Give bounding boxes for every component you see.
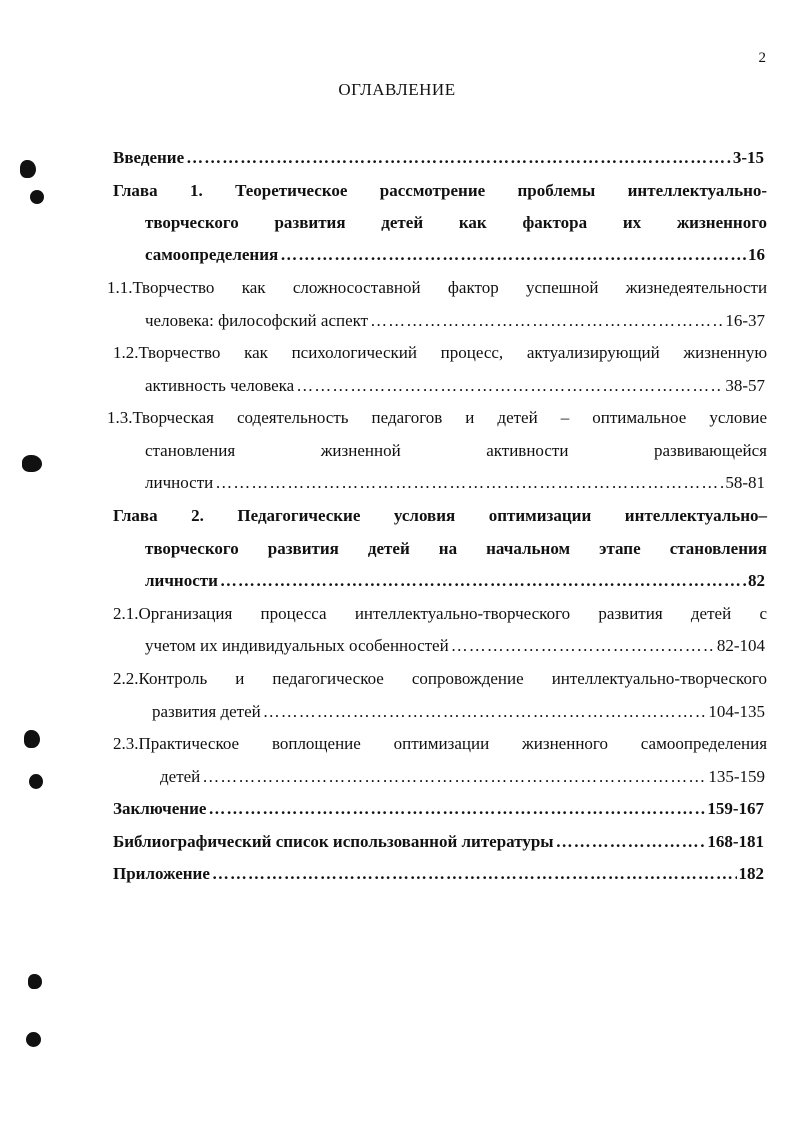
- toc-appendix-pages: 182: [738, 864, 764, 883]
- toc-intro: [113, 148, 764, 168]
- toc-chapter1-line1: Глава 1. Теоретическое рассмотрение проблемы интеллектуально-: [113, 181, 768, 200]
- toc-bibliography: Библиографический список использованной литературы …………………………………………………………………………………………………………………………………………………………………………………………………… 168-181: [113, 832, 764, 852]
- toc-section-1-3-line1: 1.3.Творческая содеятельность педагогов и детей – оптимальное условие: [107, 408, 768, 427]
- dot-leader: [263, 702, 707, 722]
- toc-section-1-3-line3: личности …………………………………………………………………………………………………………………………………………………………………………………………………… 58-81: [145, 473, 765, 493]
- toc-section-2-1-pages: 82-104: [716, 636, 765, 655]
- dot-leader: [370, 311, 723, 331]
- toc-chapter1-line3: самоопределения …………………………………………………………………………………………………………………………………………………………………………………………………… 16: [145, 245, 765, 265]
- toc-chapter2-line1: Глава 2. Педагогические условия оптимизации интеллектуально–: [113, 506, 768, 525]
- toc-section-2-2-line2: развития детей …………………………………………………………………………………………………………………………………………………………………………………………………… 104-135: [152, 702, 765, 722]
- toc-section-2-3-line1: 2.3.Практическое воплощение оптимизации жизненного самоопределения: [113, 734, 768, 753]
- page-number: 2: [758, 50, 766, 66]
- toc-section-1-1-line2: человека: философский аспект …………………………………………………………………………………………………………………………………………………………………………………………………… 16-37: [145, 311, 765, 331]
- toc-section-2-3-line2: детей …………………………………………………………………………………………………………………………………………………………………………………………………… 135-159: [160, 767, 765, 787]
- toc-chapter2-line2: творческого развития детей на начальном этапе становления: [145, 539, 768, 558]
- page-title: ОГЛАВЛЕНИЕ: [338, 80, 456, 99]
- toc-intro-label: Введение: [113, 148, 185, 167]
- dot-leader: [451, 636, 715, 656]
- toc-chapter2-line3: личности …………………………………………………………………………………………………………………………………………………………………………………………………… 82: [145, 571, 765, 591]
- dot-leader: [215, 473, 723, 493]
- ink-blot: [24, 730, 40, 748]
- dot-leader: [212, 864, 737, 884]
- dot-leader: [220, 571, 746, 591]
- dot-leader: [556, 832, 706, 852]
- toc-chapter2-pages: 82: [748, 571, 765, 590]
- punch-hole: [26, 1032, 41, 1047]
- toc-section-2-2-pages: 104-135: [708, 702, 765, 721]
- toc-section-1-1-line1: 1.1.Творчество как сложносоставной фактор успешной жизнедеятельности: [107, 278, 768, 297]
- ink-blot: [28, 974, 42, 989]
- toc-conclusion-pages: 159-167: [707, 799, 764, 818]
- toc-chapter1-pages: 16: [748, 245, 765, 264]
- ink-blot: [20, 160, 36, 178]
- dot-leader: [202, 767, 706, 787]
- punch-hole: [29, 774, 43, 789]
- toc-section-2-1-line2: учетом их индивидуальных особенностей …………………………………………………………………………………………………………………………………………………………………………………………………… 82-104: [145, 636, 765, 656]
- toc-section-1-2-line1: 1.2.Творчество как психологический процесс, актуализирующий жизненную: [113, 343, 768, 362]
- toc-appendix: Приложение …………………………………………………………………………………………………………………………………………………………………………………………………… 182: [113, 864, 764, 884]
- toc-conclusion: Заключение …………………………………………………………………………………………………………………………………………………………………………………………………… 159-167: [113, 799, 764, 819]
- dot-leader: [208, 799, 705, 819]
- toc-section-2-3-pages: 135-159: [708, 767, 765, 786]
- toc-section-1-3-pages: 58-81: [725, 473, 765, 492]
- toc-section-1-2-pages: 38-57: [725, 376, 765, 395]
- toc-section-2-2-line1: 2.2.Контроль и педагогическое сопровождение интеллектуально-творческого: [113, 669, 768, 688]
- ink-blot: [22, 455, 42, 472]
- toc-bibliography-pages: 168-181: [707, 832, 764, 851]
- toc-intro-pages: 3-15: [732, 148, 764, 167]
- punch-hole: [30, 190, 44, 204]
- toc-section-1-1-pages: 16-37: [725, 311, 765, 330]
- dot-leader: [296, 376, 723, 396]
- toc-section-2-1-line1: 2.1.Организация процесса интеллектуально-творческого развития детей с: [113, 604, 767, 623]
- toc-section-1-3-line2: становления жизненной активности развивающейся: [145, 441, 767, 460]
- dot-leader: [186, 148, 731, 168]
- toc-section-1-2-line2: активность человека …………………………………………………………………………………………………………………………………………………………………………………………………… 38-57: [145, 376, 765, 396]
- toc-chapter1-line2: творческого развития детей как фактора их жизненного: [145, 213, 768, 232]
- dot-leader: [280, 245, 746, 265]
